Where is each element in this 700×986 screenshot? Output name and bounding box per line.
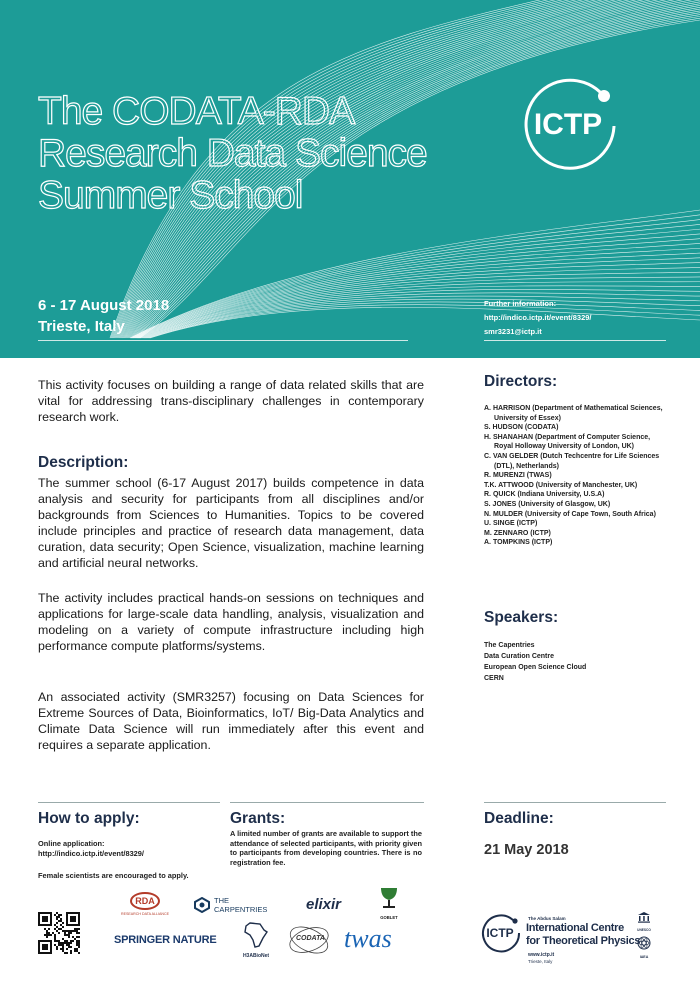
deadline-title: Deadline: [484, 810, 554, 827]
unesco-icon [637, 911, 651, 923]
event-place: Trieste, Italy [38, 318, 125, 335]
director-line: T.K. ATTWOOD (University of Manchester, UK) [484, 481, 638, 489]
director-line: H. SHANAHAN (Department of Computer Science, [484, 433, 651, 441]
ictp-logo-text: ICTP [533, 108, 603, 141]
speakers-list [484, 640, 586, 684]
title-line-3: Summer School [38, 174, 303, 217]
h3abionet-text: H3ABioNet [242, 953, 270, 959]
goblet-text: GOBLET [380, 915, 398, 920]
carpentries-text-1: THE [214, 896, 229, 905]
grants-title: Grants: [230, 810, 286, 827]
director-line: U. SINGE (ICTP) [484, 520, 538, 528]
africa-icon [244, 922, 268, 948]
footer-centre-line-1: International Centre [526, 922, 624, 934]
footer-centre-line-2: for Theoretical Physics [526, 935, 641, 947]
directors-title: Directors: [484, 373, 558, 390]
iaea-logo [634, 936, 654, 959]
elixir-logo: elixir [306, 896, 342, 913]
directors-list [484, 404, 684, 548]
unesco-logo [634, 910, 654, 932]
iaea-icon [637, 936, 651, 950]
footer-ictp-logo [480, 912, 522, 954]
ictp-logo [518, 74, 622, 178]
carpentries-logo [194, 895, 284, 917]
speaker-item: Data Curation Centre [484, 653, 555, 660]
further-info-url[interactable]: http://indico.ictp.it/event/8329/ [484, 313, 592, 322]
codata-text: CODATA [296, 935, 325, 942]
director-line: A. TOMPKINS (ICTP) [484, 539, 553, 547]
footer-abdus: The Abdus Salam [528, 916, 566, 921]
description-paragraph-1: The summer school (6-17 August 2017) builds competence in data analysis and security for participants from all disciplines and/or backgrounds from Sciences to Humanities. Topics to be covered include principles and practice of research data management, data curation, data security; Open Science, visualization, machine learning and artificial neural networks. [38, 476, 424, 570]
footer-ictp-text: ICTP [486, 926, 514, 940]
hero-divider-right [484, 340, 666, 341]
goblet-icon [378, 886, 400, 910]
twas-logo: twas [344, 924, 392, 953]
online-application-label: Online application: [38, 839, 105, 848]
director-line: R. QUICK (Indiana University, U.S.A) [484, 491, 605, 499]
footer-city: Trieste, Italy [528, 959, 553, 964]
h3abionet-logo [236, 922, 276, 958]
speaker-item: The Capentries [484, 642, 535, 649]
grants-text: A limited number of grants are available to support the attendance of selected participants, with priority given to participants from developing countries. There is no registration fee. [230, 829, 422, 867]
footer-web[interactable]: www.ictp.it [528, 952, 555, 958]
hero-divider-left [38, 340, 408, 341]
description-title: Description: [38, 454, 129, 471]
carpentries-text-2: CARPENTRIES [214, 905, 268, 914]
director-line: A. HARRISON (Department of Mathematical Sciences, [484, 405, 663, 412]
director-line: (DTL), Netherlands) [494, 462, 559, 470]
director-line: N. MULDER (University of Cape Town, South Africa) [484, 510, 656, 518]
iaea-text: IAEA [639, 955, 649, 959]
intro-text: This activity focuses on building a range of data related skills that are vital for addressing trans-disciplinary challenges in contemporary research work. [38, 378, 424, 424]
title-line-1: The CODATA-RDA [38, 90, 355, 133]
description-paragraph-2: The activity includes practical hands-on sessions on techniques and applications for large-scale data handling, analysis, visualization and modeling on a variety of compute infrastructure including high performance compute platforms/systems. [38, 591, 424, 653]
director-line: S. HUDSON (CODATA) [484, 424, 559, 432]
rda-logo-subtext: RESEARCH DATA ALLIANCE [121, 912, 169, 916]
carpentries-icon [194, 897, 210, 913]
hero-banner [0, 0, 700, 358]
divider-grants [230, 802, 424, 803]
director-line: Royal Holloway University of London, UK) [494, 443, 635, 451]
director-line: University of Essex) [494, 414, 561, 422]
further-info-email[interactable]: smr3231@ictp.it [484, 327, 542, 336]
speaker-item: European Open Science Cloud [484, 664, 587, 671]
goblet-logo [372, 886, 406, 920]
speakers-title: Speakers: [484, 609, 559, 626]
divider-deadline [484, 802, 666, 803]
how-to-apply-title: How to apply: [38, 810, 140, 827]
director-line: S. JONES (University of Glasgow, UK) [484, 500, 611, 508]
qr-code[interactable] [38, 912, 80, 954]
codata-logo [284, 922, 334, 958]
description-paragraph-3: An associated activity (SMR3257) focusing on Data Sciences for Extreme Sources of Data, Bioinformatics, IoT/ Big-Data Analytics and Climate Data Science will run immediately after this event and requires a separate application. [38, 690, 424, 752]
director-line: R. MURENZI (TWAS) [484, 472, 552, 480]
female-note: Female scientists are encouraged to apply. [38, 871, 189, 880]
speaker-item: CERN [484, 675, 504, 682]
rda-logo [118, 892, 172, 920]
unesco-text: UNESCO [637, 928, 651, 932]
director-line: M. ZENNARO (ICTP) [484, 529, 551, 537]
divider-apply [38, 802, 220, 803]
event-date: 6 - 17 August 2018 [38, 297, 170, 314]
title-line-2: Research Data Science [38, 132, 427, 175]
deadline-date: 21 May 2018 [484, 842, 569, 858]
director-line: C. VAN GELDER (Dutch Techcentre for Life Sciences [484, 452, 660, 460]
online-application-url[interactable]: http://indico.ictp.it/event/8329/ [38, 849, 144, 858]
springer-nature-logo: SPRINGER NATURE [114, 934, 217, 946]
further-info-label: Further information: [484, 299, 557, 308]
rda-logo-text: RDA [135, 896, 155, 906]
